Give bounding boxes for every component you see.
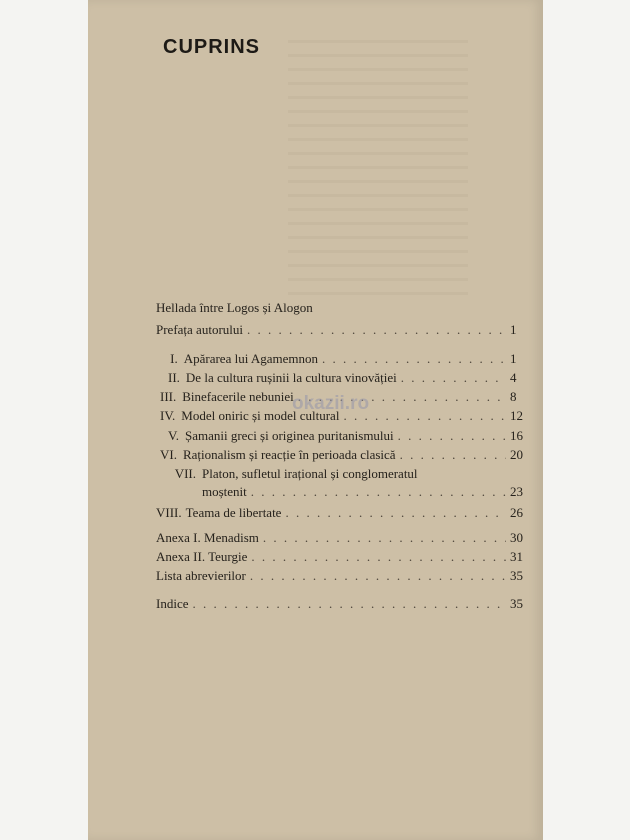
toc-entry-label: Raționalism și reacție în perioada clasică bbox=[182, 447, 396, 462]
toc-entry-label: Hellada între Logos și Alogon bbox=[156, 300, 313, 315]
leader-dots bbox=[192, 596, 506, 612]
toc-entry-indice bbox=[156, 596, 536, 612]
toc-entry-abrevieri bbox=[156, 568, 536, 584]
toc-entry-chapter-2 bbox=[168, 370, 536, 386]
toc-page-number: 8 bbox=[510, 389, 517, 404]
chapter-number: I. bbox=[170, 351, 178, 366]
toc-page-number: 23 bbox=[510, 484, 523, 499]
toc-entry-label: De la cultura rușinii la cultura vinovăției bbox=[185, 370, 397, 385]
toc-page-number: 12 bbox=[510, 408, 523, 423]
bleed-through-text bbox=[288, 40, 468, 300]
chapter-number: VII. bbox=[174, 466, 196, 481]
toc-entry-hellada bbox=[156, 300, 536, 316]
toc-entry-label: Prefața autorului bbox=[156, 322, 243, 337]
chapter-number: II. bbox=[168, 370, 180, 385]
toc-page-number: 1 bbox=[510, 351, 517, 366]
leader-dots bbox=[251, 484, 506, 500]
leader-dots bbox=[401, 370, 506, 386]
toc-page-number: 30 bbox=[510, 530, 523, 545]
toc-page-number: 26 bbox=[510, 505, 523, 520]
page-title: CUPRINS bbox=[163, 36, 261, 58]
toc-entry-label: Anexa II. Teurgie bbox=[156, 549, 248, 564]
toc-entry-label: Anexa I. Menadism bbox=[156, 530, 259, 545]
toc-entry-chapter-5 bbox=[168, 428, 536, 444]
leader-dots bbox=[263, 530, 506, 546]
toc-entry-label: Teama de libertate bbox=[185, 505, 282, 520]
leader-dots bbox=[247, 322, 506, 338]
toc-page-number: 4 bbox=[510, 370, 517, 385]
toc-entry-chapter-8 bbox=[156, 505, 536, 521]
toc-entry-label: moștenit bbox=[202, 484, 247, 499]
toc-entry-chapter-7-cont bbox=[202, 484, 536, 500]
toc-entry-prefata bbox=[156, 322, 536, 338]
leader-dots bbox=[251, 549, 506, 565]
toc-entry-label: Șamanii greci și originea puritanismului bbox=[184, 428, 394, 443]
chapter-number: IV. bbox=[160, 408, 176, 423]
leader-dots bbox=[285, 505, 506, 521]
chapter-number: V. bbox=[168, 428, 179, 443]
leader-dots bbox=[322, 351, 506, 367]
toc-entry-label: Indice bbox=[156, 596, 189, 611]
chapter-number: VI. bbox=[160, 447, 177, 462]
toc-entry-chapter-6 bbox=[160, 447, 536, 463]
toc-page-number: 1 bbox=[510, 322, 517, 337]
toc-page-number: 31 bbox=[510, 549, 523, 564]
toc-entry-chapter-7 bbox=[156, 466, 536, 482]
toc-entry-label: Platon, sufletul irațional și conglomeratul bbox=[202, 466, 418, 481]
toc-page-number: 16 bbox=[510, 428, 523, 443]
leader-dots bbox=[250, 568, 506, 584]
toc-entry-label: Lista abrevierilor bbox=[156, 568, 246, 583]
watermark: okazii.ro bbox=[292, 393, 370, 414]
toc-entry-label: Binefacerile nebuniei bbox=[182, 389, 294, 404]
toc-entry-anexa-1 bbox=[156, 530, 536, 546]
chapter-number: VIII. bbox=[156, 505, 182, 520]
chapter-number: III. bbox=[160, 389, 177, 404]
toc-entry-label: Model oniric și model cultural bbox=[181, 408, 340, 423]
toc-page-number: 20 bbox=[510, 447, 523, 462]
leader-dots bbox=[400, 447, 506, 463]
toc-entry-chapter-1 bbox=[168, 351, 536, 367]
toc-page-number: 35 bbox=[510, 568, 523, 583]
toc-entry-label: Apărarea lui Agamemnon bbox=[183, 351, 319, 366]
leader-dots bbox=[398, 428, 506, 444]
toc-entry-anexa-2 bbox=[156, 549, 536, 565]
toc-page-number: 35 bbox=[510, 596, 523, 611]
